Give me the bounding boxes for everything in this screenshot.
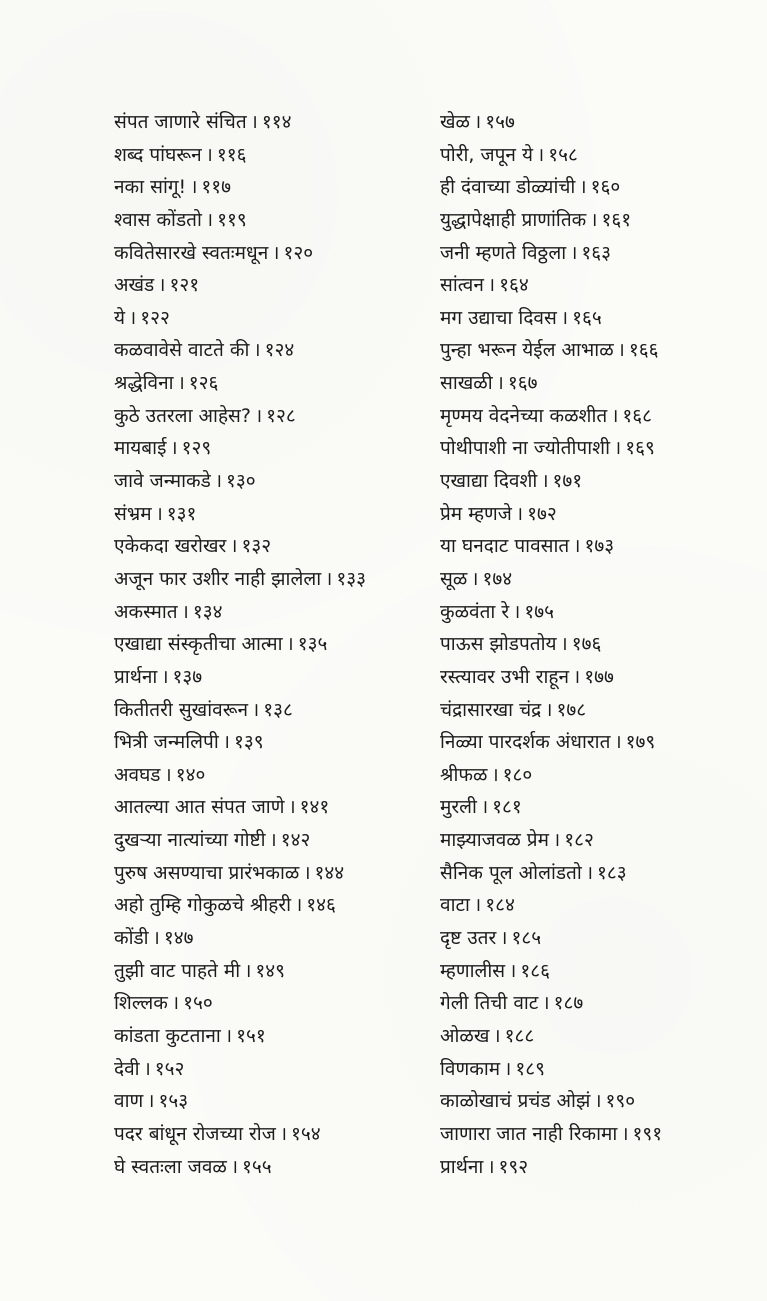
toc-entry — [440, 269, 740, 302]
toc-entry-page-number: १७३ — [584, 535, 615, 558]
toc-entry-title: दृष्ट उतर — [440, 927, 497, 950]
toc-entry-title: कुठे उतरला आहेस? — [114, 404, 251, 427]
toc-entry-separator: । — [164, 763, 172, 786]
toc-entry-separator: । — [325, 567, 333, 590]
toc-entry — [114, 694, 419, 727]
toc-entry-separator: । — [513, 600, 521, 623]
toc-entry-page-number: १६० — [590, 176, 621, 199]
toc-entry — [114, 889, 419, 922]
toc-entry-page-number: १८७ — [553, 992, 584, 1015]
toc-left-column — [114, 106, 419, 1183]
toc-entry-title: प्रार्थना — [114, 665, 158, 688]
toc-entry-page-number: १८१ — [492, 796, 522, 819]
toc-entry-title: अहो तुम्हि गोकुळचे श्रीहरी — [114, 894, 292, 917]
toc-entry — [114, 661, 419, 694]
toc-entry-separator: । — [295, 894, 303, 917]
toc-entry-page-number: १९२ — [498, 1155, 529, 1178]
toc-entry-page-number: १९१ — [632, 1122, 663, 1145]
toc-entry-page-number: १४० — [175, 763, 206, 786]
toc-entry — [114, 465, 419, 498]
toc-entry-page-number: १४२ — [280, 829, 311, 852]
toc-entry-separator: । — [205, 208, 214, 231]
toc-entry-title: निळ्या पारदर्शक अंधारात — [440, 731, 611, 754]
toc-entry — [440, 465, 740, 498]
toc-entry — [114, 432, 419, 465]
toc-entry-page-number: ११९ — [217, 208, 247, 231]
toc-entry-title: म्हणालीस — [440, 959, 506, 982]
toc-entry-title: शिल्लक — [114, 992, 168, 1015]
toc-entry-separator: । — [500, 927, 508, 950]
toc-entry-title: दुखऱ्या नात्यांच्या गोष्टी — [114, 829, 266, 852]
toc-entry-title: सूळ — [440, 567, 468, 590]
toc-entry — [440, 987, 740, 1020]
toc-entry — [440, 139, 740, 172]
toc-entry-separator: । — [303, 861, 311, 884]
toc-entry-separator: । — [487, 274, 496, 297]
toc-entry-page-number: १६१ — [601, 208, 632, 231]
toc-entry-title: जनी म्हणते विठ्ठला — [440, 241, 567, 264]
toc-entry-page-number: १८५ — [511, 927, 542, 950]
toc-entry-title: प्रेम म्हणजे — [440, 502, 512, 525]
toc-entry — [440, 367, 740, 400]
toc-entry-separator: । — [473, 111, 482, 133]
toc-entry-separator: । — [573, 665, 581, 688]
toc-entry — [440, 1085, 740, 1118]
toc-entry-page-number: १२९ — [181, 437, 212, 460]
toc-entry-title: श्रद्धेविना — [114, 372, 174, 395]
toc-entry-separator: । — [254, 404, 263, 427]
toc-entry-page-number: १३३ — [336, 567, 366, 590]
toc-entry-page-number: १२८ — [266, 404, 296, 427]
toc-entry-page-number: १५१ — [236, 1024, 266, 1047]
toc-entry — [440, 204, 740, 237]
toc-entry-separator: । — [594, 1090, 602, 1113]
toc-entry-separator: । — [614, 731, 622, 754]
toc-entry-separator: । — [473, 894, 482, 917]
toc-entry-separator: । — [617, 339, 625, 362]
toc-entry-separator: । — [545, 698, 553, 721]
toc-entry — [114, 237, 419, 270]
toc-entry-page-number: १९० — [605, 1090, 636, 1113]
toc-entry — [440, 1118, 740, 1151]
toc-entry-title: साखळी — [440, 372, 493, 395]
toc-entry-page-number: १२६ — [188, 372, 219, 395]
toc-entry — [114, 498, 419, 531]
toc-entry-separator: । — [504, 1057, 512, 1080]
toc-entry — [114, 922, 419, 955]
toc-right-column — [440, 106, 740, 1183]
toc-entry-separator: । — [152, 927, 160, 950]
toc-entry-title: कितीतरी सुखांवरून — [114, 698, 249, 721]
toc-entry-title: कोंडी — [114, 927, 149, 950]
toc-entry-page-number: १५४ — [291, 1122, 321, 1145]
toc-entry-separator: । — [552, 829, 561, 852]
toc-entry-page-number: १५७ — [485, 111, 515, 133]
toc-entry-page-number: १३८ — [263, 698, 293, 721]
toc-entry-separator: । — [573, 535, 581, 558]
toc-entry-title: मायबाई — [114, 437, 167, 460]
toc-entry-title: जाणारा जात नाही रिकामा — [440, 1122, 618, 1145]
toc-entry-page-number: १८८ — [504, 1024, 535, 1047]
toc-entry-separator: । — [541, 470, 549, 493]
toc-entry-title: अकस्मात — [114, 600, 178, 623]
toc-entry-page-number: १३२ — [241, 535, 272, 558]
toc-entry — [440, 889, 740, 922]
toc-entry — [114, 1020, 419, 1053]
toc-entry-title: कुळवंता रे — [440, 600, 510, 623]
toc-entry-title: पुरुष असण्याचा प्रारंभकाळ — [114, 861, 300, 884]
toc-entry — [114, 171, 419, 204]
toc-entry-page-number: १८० — [502, 763, 533, 786]
toc-entry-page-number: १५८ — [548, 143, 578, 166]
toc-entry-separator: । — [170, 437, 178, 460]
toc-entry-page-number: १६९ — [625, 437, 655, 460]
toc-entry-title: वाटा — [440, 894, 470, 917]
toc-entry-page-number: १३५ — [297, 633, 328, 656]
toc-entry-page-number: १५२ — [154, 1057, 185, 1080]
toc-entry-page-number: १६३ — [581, 241, 612, 264]
toc-entry — [114, 824, 419, 857]
toc-entry — [114, 367, 419, 400]
toc-entry-page-number: १३० — [226, 470, 256, 493]
toc-entry-title: रस्त्यावर उभी राहून — [440, 665, 570, 688]
toc-entry-page-number: १४१ — [299, 796, 330, 819]
toc-entry-page-number: १८३ — [597, 861, 627, 884]
toc-entry-separator: । — [272, 241, 280, 264]
toc-entry — [114, 563, 419, 596]
toc-entry — [440, 824, 740, 857]
toc-entry-title: भित्री जन्मलिपी — [114, 731, 219, 754]
toc-entry-page-number: १४७ — [163, 927, 194, 950]
toc-entry-page-number: ११४ — [261, 111, 292, 133]
toc-entry-separator: । — [493, 1024, 501, 1047]
toc-entry-page-number: १७७ — [584, 665, 614, 688]
toc-entry — [114, 759, 419, 792]
toc-entry — [114, 400, 419, 433]
toc-entry-separator: । — [181, 600, 189, 623]
toc-entry-separator: । — [560, 633, 568, 656]
toc-entry-page-number: १३१ — [166, 502, 197, 525]
toc-entry-title: घे स्वतःला जवळ — [114, 1155, 227, 1178]
toc-entry-page-number: १८२ — [564, 829, 594, 852]
toc-entry — [114, 955, 419, 988]
toc-entry-separator: । — [214, 470, 223, 493]
toc-entry-page-number: १५३ — [158, 1090, 189, 1113]
toc-entry — [440, 1053, 740, 1086]
toc-entry — [440, 106, 740, 139]
toc-entry-page-number: १६६ — [628, 339, 659, 362]
toc-entry-separator: । — [471, 567, 479, 590]
toc-entry-title: खेळ — [440, 111, 470, 133]
toc-entry — [114, 628, 419, 661]
toc-entry-title: कळवावेसे वाटते की — [114, 339, 250, 362]
toc-entry-separator: । — [536, 143, 545, 166]
toc-entry-title: पोथीपाशी ना ज्योतीपाशी — [440, 437, 610, 460]
toc-entry-title: चंद्रासारखा चंद्र — [440, 698, 542, 721]
toc-entry-title: कांडता कुटताना — [114, 1024, 221, 1047]
toc-entry-separator: । — [224, 1024, 233, 1047]
toc-entry-separator: । — [205, 143, 213, 166]
toc-entry — [114, 269, 419, 302]
toc-entry — [114, 139, 419, 172]
toc-entry-title: पोरी, जपून ये — [440, 143, 533, 166]
toc-entry-separator: । — [155, 502, 163, 525]
toc-entry-title: देवी — [114, 1057, 140, 1080]
toc-entry-separator: । — [177, 372, 185, 395]
toc-entry — [114, 1118, 419, 1151]
toc-entry-separator: । — [143, 1057, 151, 1080]
toc-entry-page-number: १६५ — [572, 306, 602, 329]
toc-entry-separator: । — [244, 959, 252, 982]
toc-entry-page-number: १५० — [183, 992, 213, 1015]
toc-entry — [440, 857, 740, 890]
toc-entry-title: वाण — [114, 1090, 144, 1113]
toc-entry-separator: । — [509, 959, 517, 982]
toc-entry-page-number: १७८ — [556, 698, 587, 721]
toc-entry-page-number: १६७ — [507, 372, 538, 395]
toc-entry-title: जावे जन्माकडे — [114, 470, 211, 493]
toc-entry-separator: । — [222, 731, 230, 754]
toc-entry-page-number: ११७ — [201, 176, 232, 199]
toc-entry-title: युद्धापेक्षाही प्राणांतिक — [440, 208, 587, 231]
toc-entry-page-number: १७२ — [527, 502, 557, 525]
toc-entry-separator: । — [171, 992, 180, 1015]
toc-entry-separator: । — [570, 241, 578, 264]
toc-entry-page-number: १८९ — [515, 1057, 545, 1080]
toc-entry-page-number: ११६ — [216, 143, 247, 166]
toc-entry-page-number: १७५ — [524, 600, 555, 623]
toc-entry — [440, 726, 740, 759]
toc-entry-page-number: १२४ — [264, 339, 295, 362]
toc-entry-page-number: १८६ — [520, 959, 550, 982]
toc-entry — [440, 955, 740, 988]
toc-entry-title: संभ्रम — [114, 502, 152, 525]
toc-entry-page-number: १३९ — [233, 731, 264, 754]
toc-entry-separator: । — [230, 535, 238, 558]
toc-entry — [114, 530, 419, 563]
toc-entry — [114, 791, 419, 824]
toc-entry — [440, 530, 740, 563]
toc-entry — [440, 922, 740, 955]
toc-entry — [114, 987, 419, 1020]
toc-entry-title: मग उद्याचा दिवस — [440, 306, 557, 329]
toc-entry-title: या घनदाट पावसात — [440, 535, 570, 558]
toc-entry-title: आतल्या आत संपत जाणे — [114, 796, 285, 819]
toc-entry-separator: । — [230, 1155, 239, 1178]
toc-entry-separator: । — [129, 306, 137, 329]
toc-entry-separator: । — [158, 274, 166, 297]
toc-entry-page-number: १७९ — [625, 731, 656, 754]
toc-entry-separator: । — [585, 861, 594, 884]
toc-entry-separator: । — [560, 306, 569, 329]
toc-entry — [440, 334, 740, 367]
toc-entry-separator: । — [515, 502, 524, 525]
toc-entry-separator: । — [286, 633, 294, 656]
toc-entry-separator: । — [269, 829, 277, 852]
toc-entry-title: अजून फार उशीर नाही झालेला — [114, 567, 322, 590]
toc-entry-page-number: १६४ — [499, 274, 529, 297]
toc-entry — [440, 1020, 740, 1053]
toc-entry — [440, 1151, 740, 1184]
toc-entry-separator: । — [542, 992, 550, 1015]
toc-entry-page-number: १४४ — [314, 861, 345, 884]
toc-entry-page-number: १७४ — [482, 567, 513, 590]
toc-entry — [440, 302, 740, 335]
toc-entry-title: एकेकदा खरोखर — [114, 535, 227, 558]
toc-entry-separator: । — [611, 404, 619, 427]
toc-entry-separator: । — [190, 176, 198, 199]
toc-entry-page-number: १८४ — [485, 894, 515, 917]
toc-entry-page-number: १७६ — [571, 633, 602, 656]
toc-entry-title: अवघड — [114, 763, 161, 786]
toc-entry-separator: । — [621, 1122, 629, 1145]
toc-entry-title: एखाद्या संस्कृतीचा आत्मा — [114, 633, 283, 656]
toc-entry-separator: । — [480, 796, 489, 819]
toc-entry-title: तुझी वाट पाहते मी — [114, 959, 241, 982]
toc-entry-separator: । — [496, 372, 504, 395]
toc-entry-separator: । — [161, 665, 169, 688]
toc-entry — [440, 237, 740, 270]
toc-entry — [440, 432, 740, 465]
toc-entry-page-number: १२० — [283, 241, 314, 264]
toc-entry — [114, 726, 419, 759]
toc-entry-title: प्रार्थना — [440, 1155, 484, 1178]
toc-entry-page-number: १३४ — [192, 600, 223, 623]
toc-entry-page-number: १२२ — [140, 306, 170, 329]
toc-entry-title: शब्द पांघरून — [114, 143, 202, 166]
toc-entry — [440, 171, 740, 204]
toc-entry-title: ओळख — [440, 1024, 490, 1047]
toc-entry-title: अखंड — [114, 274, 155, 297]
toc-entry — [440, 563, 740, 596]
toc-entry-page-number: १६८ — [622, 404, 653, 427]
toc-entry-page-number: १३७ — [172, 665, 203, 688]
toc-entry-title: संपत जाणारे संचित — [114, 111, 247, 133]
toc-entry-separator: । — [250, 111, 258, 133]
toc-entry-page-number: १४९ — [255, 959, 286, 982]
toc-entry-title: माझ्याजवळ प्रेम — [440, 829, 549, 852]
toc-entry-title: सांत्वन — [440, 274, 484, 297]
toc-entry — [114, 302, 419, 335]
toc-entry — [440, 661, 740, 694]
toc-entry — [440, 498, 740, 531]
toc-entry-separator: । — [279, 1122, 288, 1145]
toc-entry-title: मुरली — [440, 796, 477, 819]
toc-entry-title: पुन्हा भरून येईल आभाळ — [440, 339, 614, 362]
toc-entry — [114, 204, 419, 237]
toc-entry-separator: । — [252, 698, 260, 721]
toc-entry-title: पदर बांधून रोजच्या रोज — [114, 1122, 276, 1145]
toc-entry-title: सैनिक पूल ओलांडतो — [440, 861, 582, 884]
toc-entry — [114, 1053, 419, 1086]
toc-entry-title: एखाद्या दिवशी — [440, 470, 538, 493]
toc-entry-separator: । — [487, 1155, 495, 1178]
toc-entry-title: गेली तिची वाट — [440, 992, 539, 1015]
toc-entry — [114, 596, 419, 629]
toc-entry-title: कवितेसारखे स्वतःमधून — [114, 241, 269, 264]
toc-entry-title: पाऊस झोडपतोय — [440, 633, 557, 656]
toc-entry-separator: । — [491, 763, 499, 786]
toc-entry-title: विणकाम — [440, 1057, 501, 1080]
toc-entry — [440, 759, 740, 792]
toc-entry-title: नका सांगू! — [114, 176, 187, 199]
toc-entry — [114, 1151, 419, 1184]
toc-entry-title: श्वास कोंडतो — [114, 208, 202, 231]
toc-entry — [114, 106, 419, 139]
toc-entry-separator: । — [614, 437, 622, 460]
toc-entry — [440, 791, 740, 824]
toc-entry-separator: । — [147, 1090, 155, 1113]
toc-entry-page-number: १४६ — [306, 894, 336, 917]
toc-entry-title: श्रीफळ — [440, 763, 488, 786]
toc-entry-separator: । — [590, 208, 598, 231]
toc-entry-page-number: १२१ — [169, 274, 200, 297]
toc-entry-separator: । — [253, 339, 261, 362]
toc-entry-separator: । — [288, 796, 296, 819]
toc-entry — [440, 628, 740, 661]
toc-entry-page-number: १७१ — [552, 470, 583, 493]
toc-entry — [114, 1085, 419, 1118]
toc-entry — [114, 334, 419, 367]
toc-entry — [440, 596, 740, 629]
toc-entry-title: ये — [114, 306, 126, 329]
toc-entry-title: काळोखाचं प्रचंड ओझं — [440, 1090, 591, 1113]
toc-entry-title: ही दंवाच्या डोळ्यांची — [440, 176, 576, 199]
toc-entry-page-number: १५५ — [242, 1155, 272, 1178]
toc-entry-separator: । — [579, 176, 587, 199]
toc-entry — [440, 400, 740, 433]
toc-entry — [114, 857, 419, 890]
toc-entry-title: मृण्मय वेदनेच्या कळशीत — [440, 404, 608, 427]
toc-entry — [440, 694, 740, 727]
